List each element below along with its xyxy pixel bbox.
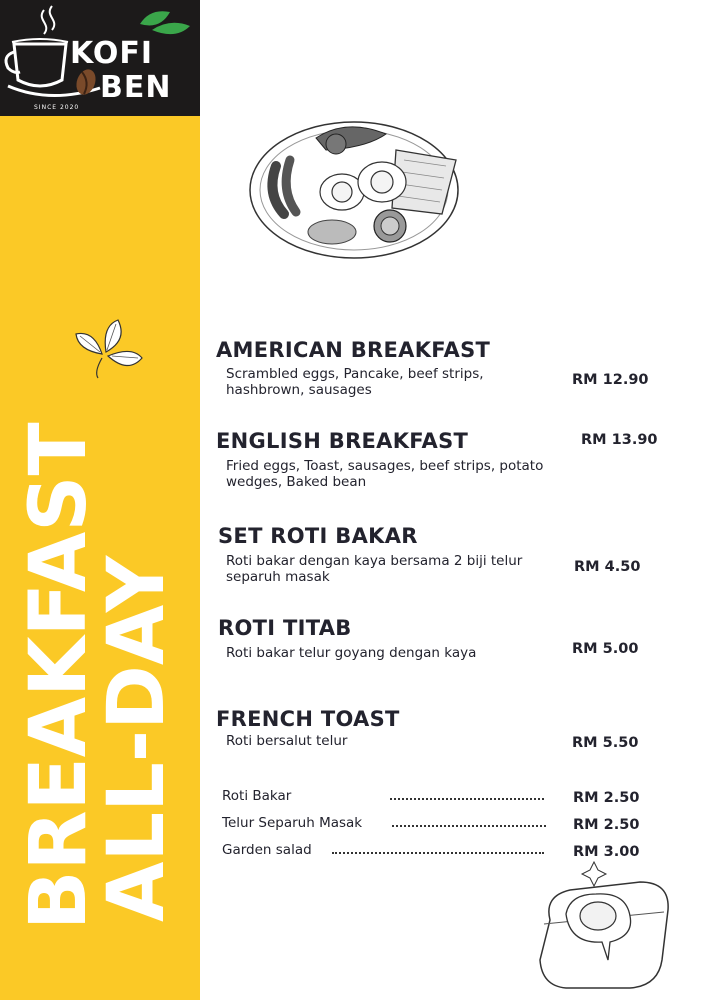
item-desc: Roti bakar dengan kaya bersama 2 biji telur separuh masak — [226, 553, 523, 585]
item-name: AMERICAN BREAKFAST — [216, 338, 491, 362]
item-desc: Fried eggs, Toast, sausages, beef strips, potato wedges, Baked bean — [226, 458, 544, 490]
sidebar-title-line2: ALL-DAY — [92, 555, 182, 922]
dot-leader — [332, 850, 544, 854]
logo-word-kofi: KOFI — [70, 36, 154, 71]
item-price: RM 5.50 — [572, 735, 639, 751]
extra-name: Roti Bakar — [222, 788, 292, 804]
item-name: ENGLISH BREAKFAST — [216, 429, 469, 453]
dot-leader — [390, 796, 544, 800]
sidebar — [0, 0, 200, 1000]
item-desc: Roti bakar telur goyang dengan kaya — [226, 645, 477, 661]
leaf-icon — [72, 318, 144, 380]
item-desc: Scrambled eggs, Pancake, beef strips, hashbrown, sausages — [226, 366, 484, 398]
extra-price: RM 2.50 — [573, 817, 640, 833]
logo-since: SINCE 2020 — [34, 104, 80, 111]
sidebar-title — [14, 422, 182, 930]
extra-name: Garden salad — [222, 842, 312, 858]
item-name: FRENCH TOAST — [216, 707, 400, 731]
item-price: RM 12.90 — [572, 372, 649, 388]
item-price: RM 4.50 — [574, 559, 641, 575]
logo — [0, 0, 200, 116]
dot-leader — [392, 823, 546, 827]
toast-egg-illustration — [530, 860, 680, 998]
logo-word-ben: BEN — [100, 70, 172, 105]
item-price: RM 13.90 — [581, 432, 658, 448]
extra-price: RM 2.50 — [573, 790, 640, 806]
breakfast-plate-illustration — [246, 104, 468, 266]
item-desc: Roti bersalut telur — [226, 733, 348, 749]
item-price: RM 5.00 — [572, 641, 639, 657]
extra-price: RM 3.00 — [573, 844, 640, 860]
item-name: ROTI TITAB — [218, 616, 352, 640]
item-name: SET ROTI BAKAR — [218, 524, 418, 548]
sidebar-title-line1: BREAKFAST — [14, 422, 104, 930]
extra-name: Telur Separuh Masak — [222, 815, 363, 831]
